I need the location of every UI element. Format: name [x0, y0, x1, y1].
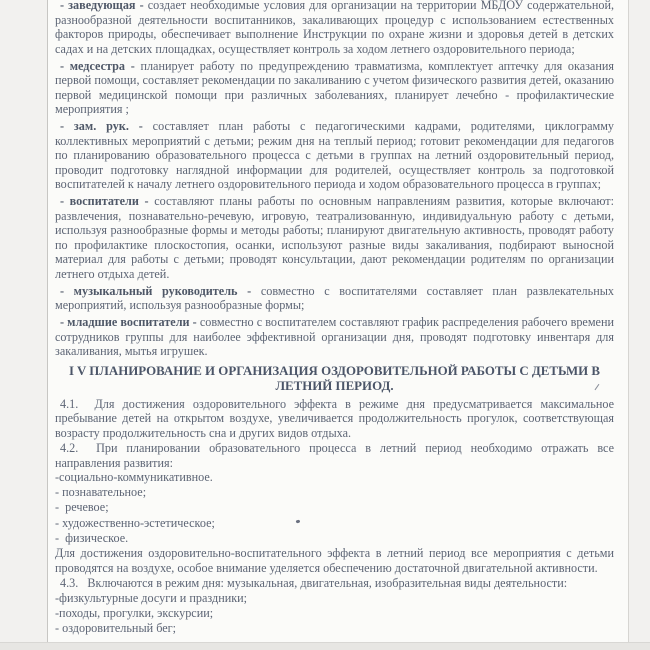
role-label: - заведующая - [60, 0, 144, 12]
paragraph-nurse [55, 59, 614, 117]
section-heading [55, 364, 614, 395]
role-label: - музыкальный руководитель - [60, 283, 252, 298]
list-item-activity-jogging: - оздоровительный бег; [55, 620, 177, 635]
section-heading-line2: ЛЕТНИЙ ПЕРИОД. [275, 379, 394, 393]
paragraph-outdoor-effect: Для достижения оздоровительно-воспитательного эффекта в летний период все мероприятия с детьми проводятся на воздухе, особое внимание уделяется обеспечению достаточной двигательной активности. [55, 546, 614, 575]
list-item-direction-speech: - речевое; [55, 500, 109, 515]
list-item-direction-cognitive: - познавательное; [55, 485, 147, 500]
role-text: совместно с воспитателем составляют график распределения рабочего времени сотрудников группы для наиболее эффективной организации дня, проводят подготовку инвентаря для закаливания, мытья игрушек. [55, 315, 614, 358]
scan-bottom-edge [0, 642, 650, 650]
role-label: - медсестра - [60, 58, 135, 73]
list-item-direction-artistic: - художественно-эстетическое; [55, 515, 215, 530]
document-text-column [55, 0, 618, 636]
paragraph-junior-teachers [55, 315, 614, 359]
list-item-activity-excursions: -походы, прогулки, экскурсии; [55, 605, 214, 620]
paragraph-4-1: 4.1. Для достижения оздоровительного эффекта в режиме дня предусматривается максимальное пребывание детей на открытом воздухе, увеличивается продолжительность прогулок, соответствующая возрасту продолжительность сна и других видов отдыха. [55, 396, 618, 440]
role-label: - воспитатели - [60, 194, 149, 208]
role-text: создает необходимые условия для организации на территории МБДОУ содержательной, разнообразной деятельности воспитанников, закаливающих процедур с использованием естественных факторов природы, обеспечивает выполнение Инструкции по охране жизни и здоровья детей в детских садах и на детских площадках, осуществляет контроль за ходом летнего оздоровительного периода; [55, 0, 615, 56]
paragraph-deputy-head [55, 119, 614, 192]
paragraph-4-2: 4.2. При планировании образовательного процесса в летний период необходимо отражать все направления развития: [55, 441, 618, 470]
role-text: совместно с воспитателями составляет план развлекательных мероприятий, используя разнообразные формы; [55, 283, 615, 312]
role-label: - младшие воспитатели - [60, 315, 197, 329]
paragraph-4-3: 4.3. Включаются в режим дня: музыкальная, двигательная, изобразительная виды деятельности: [60, 576, 568, 591]
role-text: составляют планы работы по основным направлениям развития, которые включают: развлечения, познавательно-речевую, игровую, театрализованную, индивидуальную работу с детьми, используя разнообразные формы и методы работы; планируют двигательную активность, проводят работу по профилактике плоскостопия, осанки, используют разные виды закаливания, подбирают выносной материал для работы с детьми; проводят консультации, дают рекомендации родителям по организации летнего отдыха детей. [55, 194, 614, 281]
paragraph-music-director [55, 284, 614, 313]
section-heading-line1: I V ПЛАНИРОВАНИЕ И ОРГАНИЗАЦИЯ ОЗДОРОВИТЕЛЬНОЙ РАБОТЫ С ДЕТЬМИ В [68, 363, 601, 378]
list-item-activity-sport-events: -физкультурные досуги и праздники; [55, 590, 248, 605]
role-text: составляет план работы с педагогическими кадрами, родителями, циклограмму коллективных мероприятий с детьми; режим дня на теплый период; готовит рекомендации для педагогов по планированию образовательного процесса с детьми в группах на летний оздоровительный период, проводит подготовку наглядной информации для родителей, осуществляет контроль за подготовкой воспитателей к началу летнего оздоровительного периода и ходом образовательного процесса в группах; [55, 119, 614, 191]
paragraph-head-of-kindergarten [55, 0, 614, 56]
list-item-direction-physical: - физическое. [55, 530, 129, 545]
role-text: планирует работу по предупреждению травматизма, комплектует аптечку для оказания первой помощи, составляет рекомендации по закаливанию с учетом физического развития детей, оказанию первой медицинской помощи при различных заболеваниях, планирует лечебно - профилактические мероприятия ; [55, 58, 614, 116]
list-item-direction-social: -социально-коммуникативное. [55, 470, 213, 484]
role-label: - зам. рук. - [60, 119, 143, 133]
page-body [47, 0, 629, 643]
paragraph-teachers [55, 194, 614, 281]
